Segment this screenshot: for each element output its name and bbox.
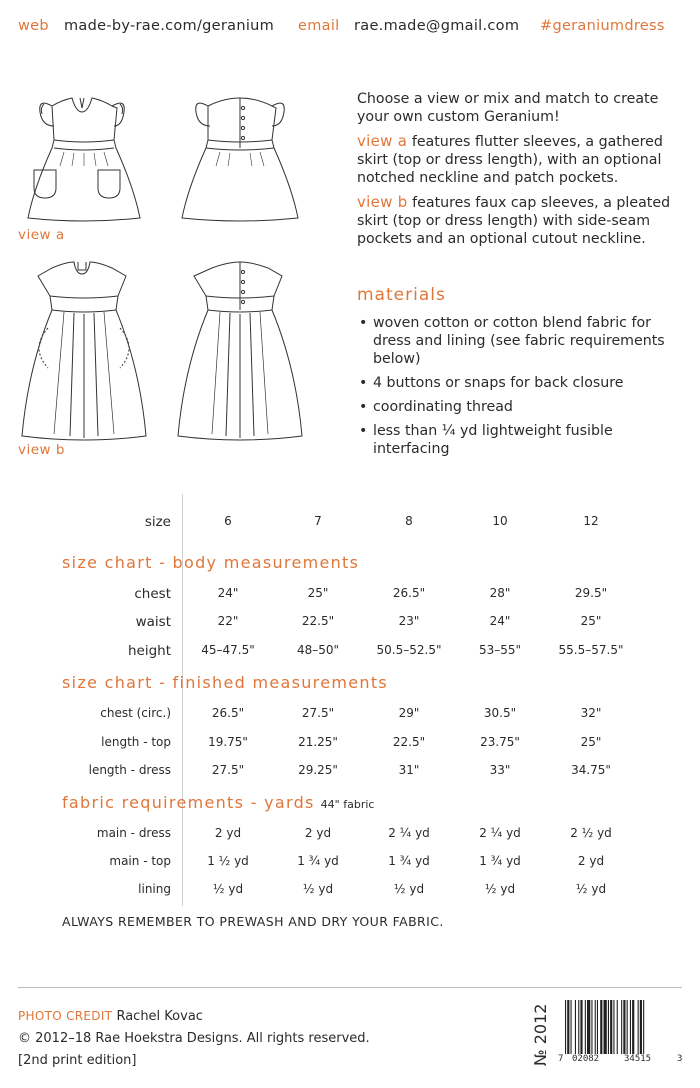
- table-cell: 25": [580, 614, 602, 628]
- prewash-note: ALWAYS REMEMBER TO PREWASH AND DRY YOUR FABRIC.: [62, 914, 444, 929]
- table-cell: 1 ¾ yd: [297, 854, 339, 868]
- size-value: 7: [314, 514, 322, 528]
- table-row: [0, 826, 700, 846]
- table-cell: 26.5": [211, 706, 245, 720]
- table-row: [0, 735, 700, 755]
- table-row: [0, 882, 700, 902]
- table-cell: 48–50": [296, 643, 340, 657]
- table-cell: 50.5–52.5": [376, 643, 442, 657]
- barcode-digit-group: 02082: [572, 1054, 600, 1064]
- size-value: 12: [583, 514, 599, 528]
- table-cell: ½ yd: [575, 882, 607, 896]
- view-a-heading: view a: [357, 132, 408, 150]
- table-cell: 45–47.5": [201, 643, 255, 657]
- view-a-description: [357, 132, 685, 187]
- size-value: 8: [405, 514, 413, 528]
- table-cell: 31": [398, 763, 420, 777]
- footer-divider: [18, 987, 682, 988]
- fabric-requirements-heading: [62, 793, 374, 812]
- table-cell: 23.75": [480, 735, 520, 749]
- material-item: • woven cotton or cotton blend fabric for dress and lining (see fabric requirements below): [357, 314, 685, 368]
- web-link[interactable]: made-by-rae.com/geranium: [64, 18, 275, 34]
- table-cell: 22.5": [392, 735, 426, 749]
- finished-measurements-title: size chart - finished measurements: [62, 673, 389, 692]
- table-row: [0, 614, 700, 634]
- table-cell: 19.75": [208, 735, 248, 749]
- table-cell: 23": [398, 614, 420, 628]
- table-cell: 2 yd: [214, 826, 242, 840]
- copyright: © 2012–18 Rae Hoekstra Designs. All rights reserved.: [18, 1031, 370, 1046]
- barcode-digit-group: 7: [558, 1054, 564, 1064]
- row-label: chest (circ.): [100, 706, 171, 720]
- table-cell: 30.5": [483, 706, 517, 720]
- table-cell: 55.5–57.5": [558, 643, 624, 657]
- credits: [18, 1005, 370, 1072]
- table-row: [0, 763, 700, 783]
- table-cell: ½ yd: [212, 882, 244, 896]
- table-row: [0, 706, 700, 726]
- table-cell: 32": [580, 706, 602, 720]
- table-cell: 2 yd: [577, 854, 605, 868]
- table-cell: 28": [489, 586, 511, 600]
- table-row: [0, 586, 700, 606]
- edition: [2nd print edition]: [18, 1053, 137, 1068]
- pattern-number: № 2012: [531, 1003, 550, 1066]
- row-label: length - top: [101, 735, 171, 749]
- material-item: • less than ¼ yd lightweight fusible interfacing: [357, 422, 685, 458]
- web-label: web: [18, 18, 49, 34]
- barcode-digit-group: 34515: [624, 1054, 652, 1064]
- size-label: size: [144, 514, 171, 530]
- body-measurements-title: size chart - body measurements: [62, 553, 360, 572]
- view-b-text: features faux cap sleeves, a pleated skirt (top or dress length) with side-seam pockets and an optional cutout neckline.: [357, 195, 671, 247]
- photo-credit-label: PHOTO CREDIT: [18, 1009, 113, 1023]
- table-cell: 25": [307, 586, 329, 600]
- view-b-label: view b: [18, 442, 65, 458]
- table-cell: 2 ½ yd: [570, 826, 612, 840]
- table-cell: 27.5": [211, 763, 245, 777]
- size-value: 6: [224, 514, 232, 528]
- photo-credit-name: Rachel Kovac: [116, 1009, 203, 1024]
- view-a-label: view a: [18, 227, 65, 243]
- table-cell: 22": [217, 614, 239, 628]
- row-label: main - top: [109, 854, 171, 868]
- size-value: 10: [492, 514, 508, 528]
- table-cell: 34.75": [571, 763, 611, 777]
- row-label: length - dress: [88, 763, 171, 777]
- fabric-requirements-title: fabric requirements - yards: [62, 793, 315, 812]
- intro-text: Choose a view or mix and match to create your own custom Geranium!: [357, 91, 659, 125]
- table-cell: 2 yd: [304, 826, 332, 840]
- material-item: • coordinating thread: [357, 398, 685, 416]
- table-cell: 24": [489, 614, 511, 628]
- barcode: [561, 1000, 681, 1058]
- table-cell: 1 ½ yd: [207, 854, 249, 868]
- email-link[interactable]: rae.made@gmail.com: [354, 18, 520, 34]
- table-cell: 1 ¾ yd: [479, 854, 521, 868]
- materials-list: [357, 314, 685, 464]
- table-cell: 29.5": [574, 586, 608, 600]
- row-label: chest: [134, 586, 171, 602]
- table-cell: 29.25": [298, 763, 338, 777]
- photo-credit: [18, 1005, 370, 1028]
- material-item: • 4 buttons or snaps for back closure: [357, 374, 685, 392]
- table-cell: 1 ¾ yd: [388, 854, 430, 868]
- header: [18, 18, 682, 38]
- table-cell: ½ yd: [484, 882, 516, 896]
- view-b-description: [357, 193, 685, 248]
- barcode-digit-group: 3: [677, 1054, 683, 1064]
- table-cell: 24": [217, 586, 239, 600]
- row-label: main - dress: [96, 826, 171, 840]
- dress-illustrations: [14, 78, 344, 468]
- table-cell: 53–55": [478, 643, 522, 657]
- view-a-text: features flutter sleeves, a gathered skirt (top or dress length), with an optional notched neckline and patch pockets.: [357, 134, 663, 186]
- hashtag: #geraniumdress: [540, 18, 665, 34]
- table-cell: 27.5": [301, 706, 335, 720]
- view-b-back-illustration: [178, 262, 302, 440]
- table-cell: 22.5": [301, 614, 335, 628]
- view-b-front-illustration: [22, 262, 146, 440]
- view-b-heading: view b: [357, 193, 408, 211]
- table-cell: 26.5": [392, 586, 426, 600]
- table-cell: 29": [398, 706, 420, 720]
- row-label: waist: [135, 614, 171, 630]
- table-cell: ½ yd: [393, 882, 425, 896]
- table-cell: 2 ¼ yd: [388, 826, 430, 840]
- table-cell: 2 ¼ yd: [479, 826, 521, 840]
- view-a-front-illustration: [28, 98, 140, 221]
- email-label: email: [298, 18, 340, 34]
- table-cell: 25": [580, 735, 602, 749]
- view-a-back-illustration: [182, 98, 298, 221]
- row-label: height: [127, 643, 171, 659]
- fabric-width-note: 44" fabric: [320, 798, 375, 811]
- description: [357, 90, 685, 254]
- table-cell: ½ yd: [302, 882, 334, 896]
- table-cell: 33": [489, 763, 511, 777]
- table-row: [0, 643, 700, 663]
- table-cell: 21.25": [298, 735, 338, 749]
- size-header-row: [0, 514, 700, 534]
- materials-title: materials: [357, 285, 446, 305]
- row-label: lining: [138, 882, 171, 896]
- table-row: [0, 854, 700, 874]
